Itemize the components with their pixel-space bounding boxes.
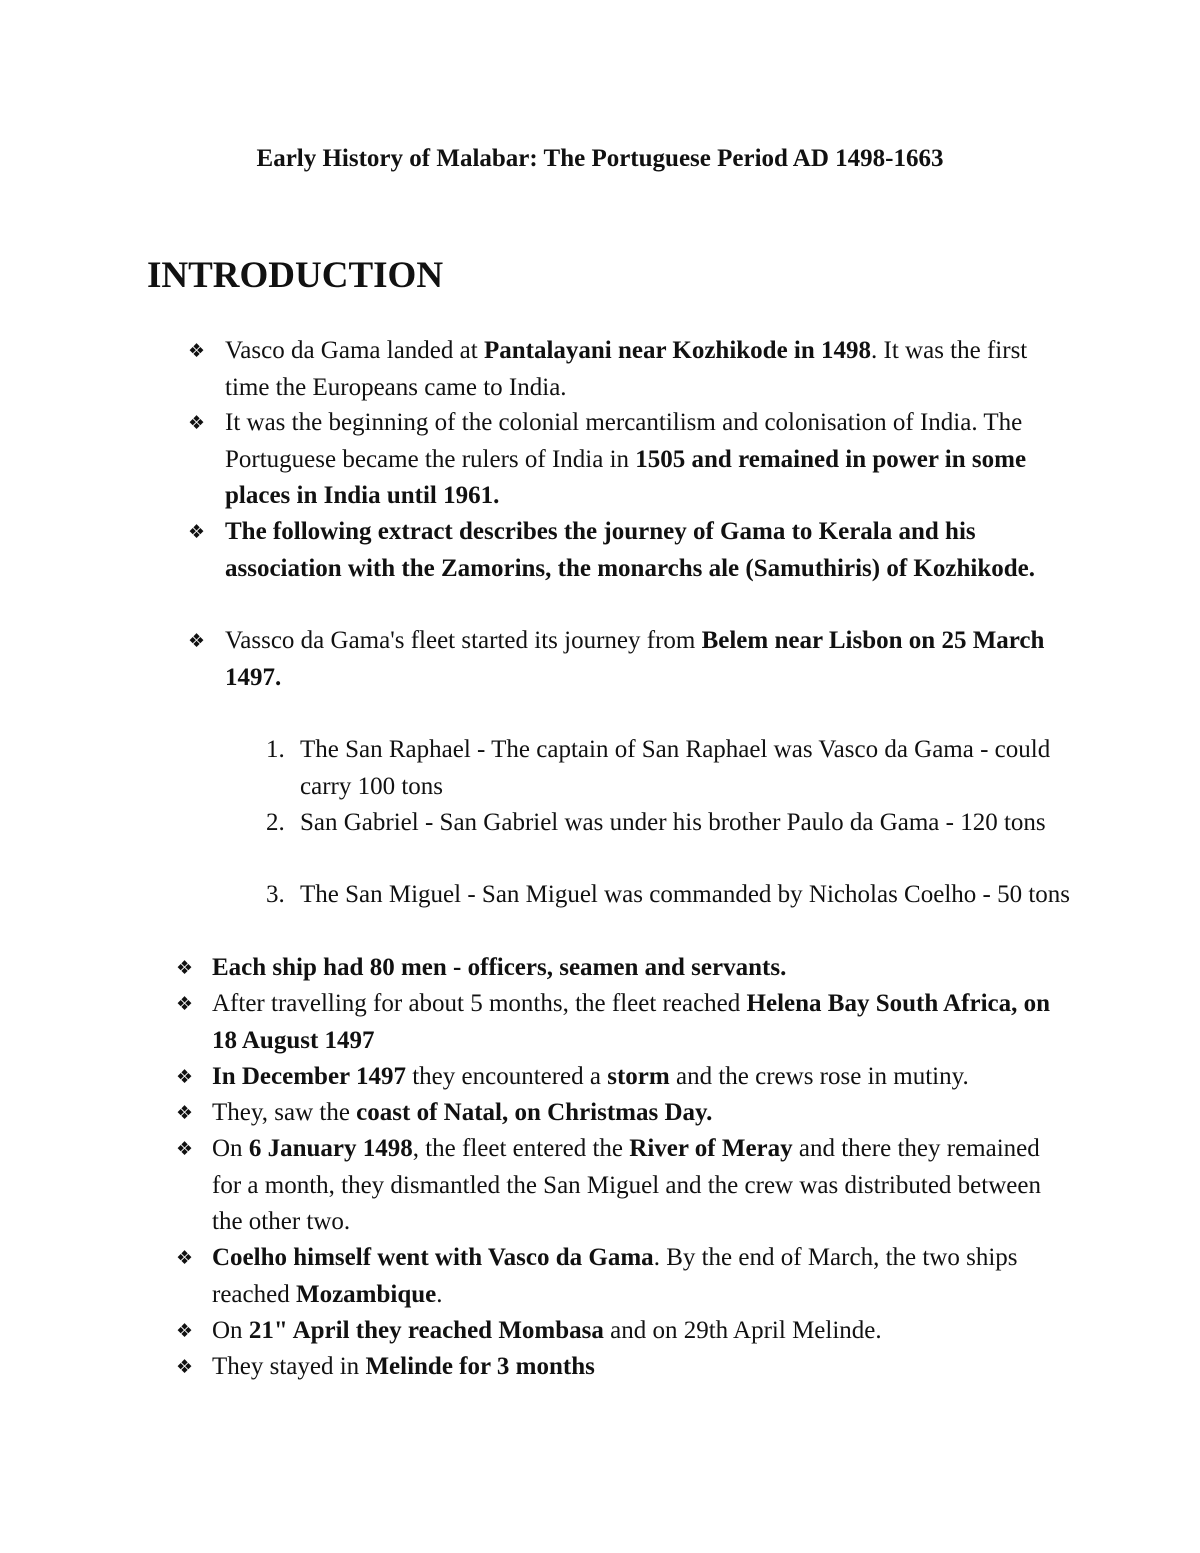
text-run: . It was the first time the Europeans came to India. xyxy=(225,337,1028,401)
text-run: . xyxy=(436,1280,443,1308)
list-item xyxy=(212,1131,1072,1241)
bold-text: Melinde for 3 months xyxy=(365,1353,595,1380)
list-number: 1. xyxy=(266,736,285,763)
bold-text: In December 1497 xyxy=(212,1063,406,1090)
diamond-bullet-icon: ❖ xyxy=(176,1066,194,1088)
ship-list-item: San Gabriel - San Gabriel was under his brother Paulo da Gama - 120 tons xyxy=(300,809,1046,836)
list-item xyxy=(212,1095,1072,1132)
bold-text: 6 January 1498 xyxy=(248,1135,413,1162)
ship-list-item: The San Miguel - San Miguel was commanded by Nicholas Coelho - 50 tons xyxy=(300,881,1071,908)
diamond-bullet-icon: ❖ xyxy=(188,521,206,543)
list-item xyxy=(225,623,1070,696)
diamond-bullet-icon: ❖ xyxy=(176,1320,194,1342)
diamond-bullet-icon: ❖ xyxy=(176,993,194,1015)
diamond-bullet-icon: ❖ xyxy=(188,412,206,434)
diamond-bullet-icon: ❖ xyxy=(176,1138,194,1160)
list-item xyxy=(212,950,1072,987)
bold-text: Mozambique xyxy=(295,1280,437,1308)
diamond-bullet-icon: ❖ xyxy=(188,630,206,652)
text-run: and on 29th April Melinde. xyxy=(603,1317,882,1344)
list-item xyxy=(212,1349,1072,1386)
text-run: and the crews rose in mutiny. xyxy=(669,1063,969,1090)
text-run: After travelling for about 5 months, the fleet reached xyxy=(212,990,747,1017)
diamond-bullet-icon: ❖ xyxy=(188,340,206,362)
bold-text: The following extract describes the journey of Gama to Kerala and his association with the Zamorins, the monarchs ale (Samuthiris) of Kozhikode. xyxy=(225,518,1035,582)
ship-list-item: The San Raphael - The captain of San Raphael was Vasco da Gama - could carry 100 tons xyxy=(300,736,1051,800)
bold-text: Belem near Lisbon on 25 March 1497. xyxy=(225,627,1045,691)
list-item xyxy=(212,1059,1072,1096)
diamond-bullet-icon: ❖ xyxy=(176,1247,194,1269)
section-heading-introduction: INTRODUCTION xyxy=(147,255,444,296)
list-item xyxy=(225,405,1070,515)
bold-text: Coelho himself went with Vasco da Gama xyxy=(212,1244,654,1271)
text-run: Vasco da Gama landed at xyxy=(225,337,484,364)
list-item xyxy=(225,333,1070,406)
bold-text: Helena Bay South Africa, on 18 August 1497 xyxy=(212,990,1051,1054)
diamond-bullet-icon: ❖ xyxy=(176,957,194,979)
text-run: They, saw the xyxy=(212,1099,357,1126)
bold-text: 1505 and remained in power in some places in India until 1961. xyxy=(225,445,1027,509)
list-item xyxy=(212,986,1072,1059)
text-run: , the fleet entered the xyxy=(412,1135,630,1162)
bold-text: Each ship had 80 men - officers, seamen and servants. xyxy=(212,954,787,981)
bold-text: storm xyxy=(607,1063,670,1090)
text-run: . By the end of March, the two ships reached xyxy=(212,1244,1018,1308)
diamond-bullet-icon: ❖ xyxy=(176,1356,194,1378)
bold-text: River of Meray xyxy=(629,1135,793,1162)
text-run: On xyxy=(212,1135,249,1162)
bold-text: coast of Natal, on Christmas Day. xyxy=(356,1099,713,1126)
text-run: It was the beginning of the colonial mercantilism and colonisation of India. The Portuguese became the rulers of India in xyxy=(225,409,1023,473)
text-run: On xyxy=(212,1317,249,1344)
text-run: They stayed in xyxy=(212,1353,366,1380)
bold-text: 21" April they reached Mombasa xyxy=(248,1317,604,1344)
diamond-bullet-icon: ❖ xyxy=(176,1102,194,1124)
document-title: Early History of Malabar: The Portuguese Period AD 1498-1663 xyxy=(256,145,944,172)
bold-text: Pantalayani near Kozhikode in 1498 xyxy=(483,337,872,364)
text-run: Vassco da Gama's fleet started its journey from xyxy=(225,627,702,654)
list-item xyxy=(212,1240,1072,1313)
text-run: and there they remained for a month, they dismantled the San Miguel and the crew was distributed between the other two. xyxy=(212,1135,1041,1235)
list-item xyxy=(212,1313,1072,1350)
text-run: they encountered a xyxy=(405,1063,608,1090)
list-number: 3. xyxy=(266,881,285,908)
list-item xyxy=(225,514,1070,587)
list-number: 2. xyxy=(266,809,285,836)
